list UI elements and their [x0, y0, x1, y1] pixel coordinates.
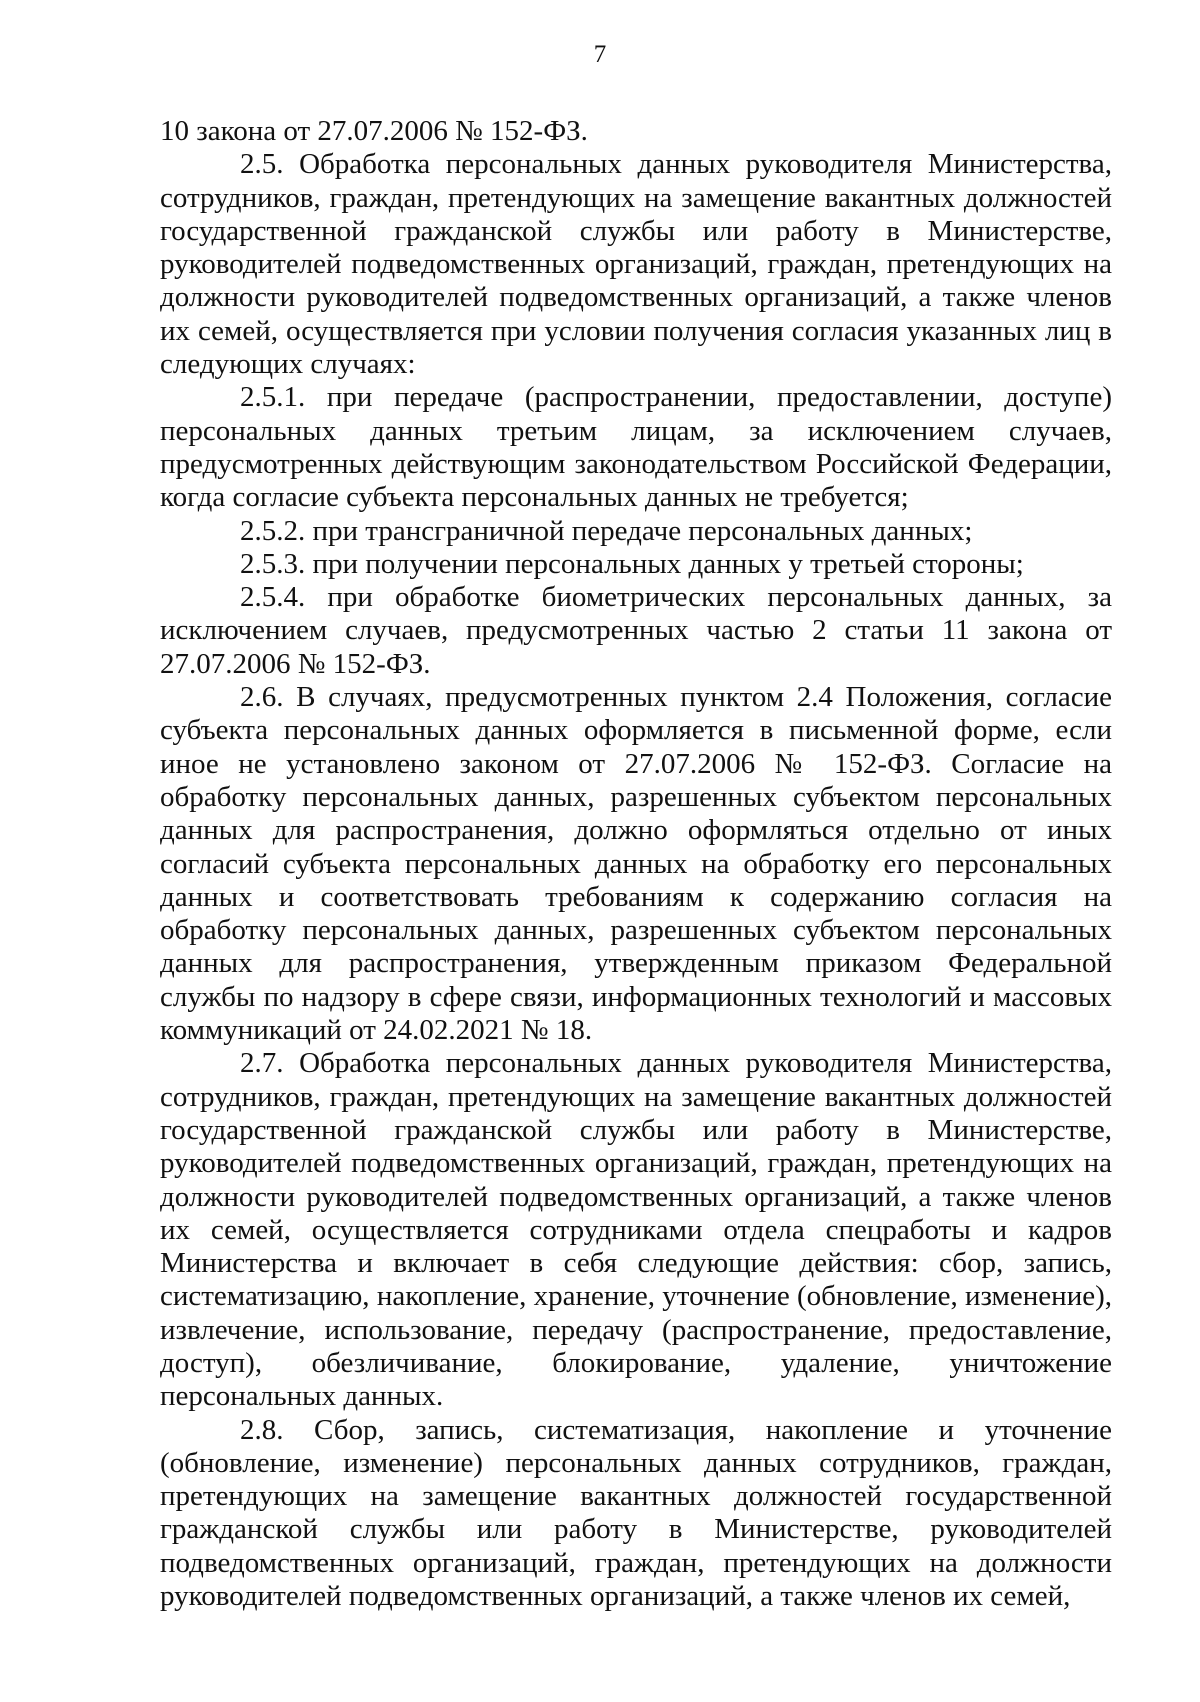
document-body [160, 115, 1112, 1613]
paragraph-2-5: 2.5. Обработка персональных данных руководителя Министерства, сотрудников, граждан, претендующих на замещение вакантных должностей государственной гражданской службы или работу в Министерстве, руководителей подведомственных организаций, граждан, претендующих на должности руководителей подведомственных организаций, а также членов их семей, осуществляется при условии получения согласия указанных лиц в следующих случаях: [160, 148, 1112, 381]
paragraph-continuation: 10 закона от 27.07.2006 № 152-ФЗ. [160, 115, 588, 147]
page-number: 7 [593, 41, 607, 68]
paragraph-2-7: 2.7. Обработка персональных данных руководителя Министерства, сотрудников, граждан, претендующих на замещение вакантных должностей государственной гражданской службы или работу в Министерстве, руководителей подведомственных организаций, граждан, претендующих на должности руководителей подведомственных организаций, а также членов их семей, осуществляется сотрудниками отдела спецработы и кадров Министерства и включает в себя следующие действия: сбор, запись, систематизацию, накопление, хранение, уточнение (обновление, изменение), извлечение, использование, передачу (распространение, предоставление, доступ), обезличивание, блокирование, удаление, уничтожение персональных данных. [160, 1047, 1112, 1413]
paragraph-2-5-4: 2.5.4. при обработке биометрических персональных данных, за исключением случаев, предусмотренных частью 2 статьи 11 закона от 27.07.2006 № 152-ФЗ. [160, 581, 1112, 680]
paragraph-2-5-2: 2.5.2. при трансграничной передаче персональных данных; [240, 514, 973, 547]
paragraph-2-5-3: 2.5.3. при получении персональных данных у третьей стороны; [240, 547, 1024, 580]
paragraph-2-5-1: 2.5.1. при передаче (распространении, предоставлении, доступе) персональных данных третьим лицам, за исключением случаев, предусмотренных действующим законодательством Российской Федерации, когда согласие субъекта персональных данных не требуется; [160, 381, 1112, 514]
paragraph-2-6: 2.6. В случаях, предусмотренных пунктом 2.4 Положения, согласие субъекта персональных данных оформляется в письменной форме, если иное не установлено законом от 27.07.2006 № 152-ФЗ. Согласие на обработку персональных данных, разрешенных субъектом персональных данных для распространения, должно оформляться отдельно от иных согласий субъекта персональных данных на обработку его персональных данных и соответствовать требованиям к содержанию согласия на обработку персональных данных, разрешенных субъектом персональных данных для распространения, утвержденным приказом Федеральной службы по надзору в сфере связи, информационных технологий и массовых коммуникаций от 24.02.2021 № 18. [160, 681, 1112, 1047]
paragraph-2-8: 2.8. Сбор, запись, систематизация, накопление и уточнение (обновление, изменение) персональных данных сотрудников, граждан, претендующих на замещение вакантных должностей государственной гражданской службы или работу в Министерстве, руководителей подведомственных организаций, граждан, претендующих на должности руководителей подведомственных организаций, а также членов их семей, [160, 1413, 1112, 1613]
